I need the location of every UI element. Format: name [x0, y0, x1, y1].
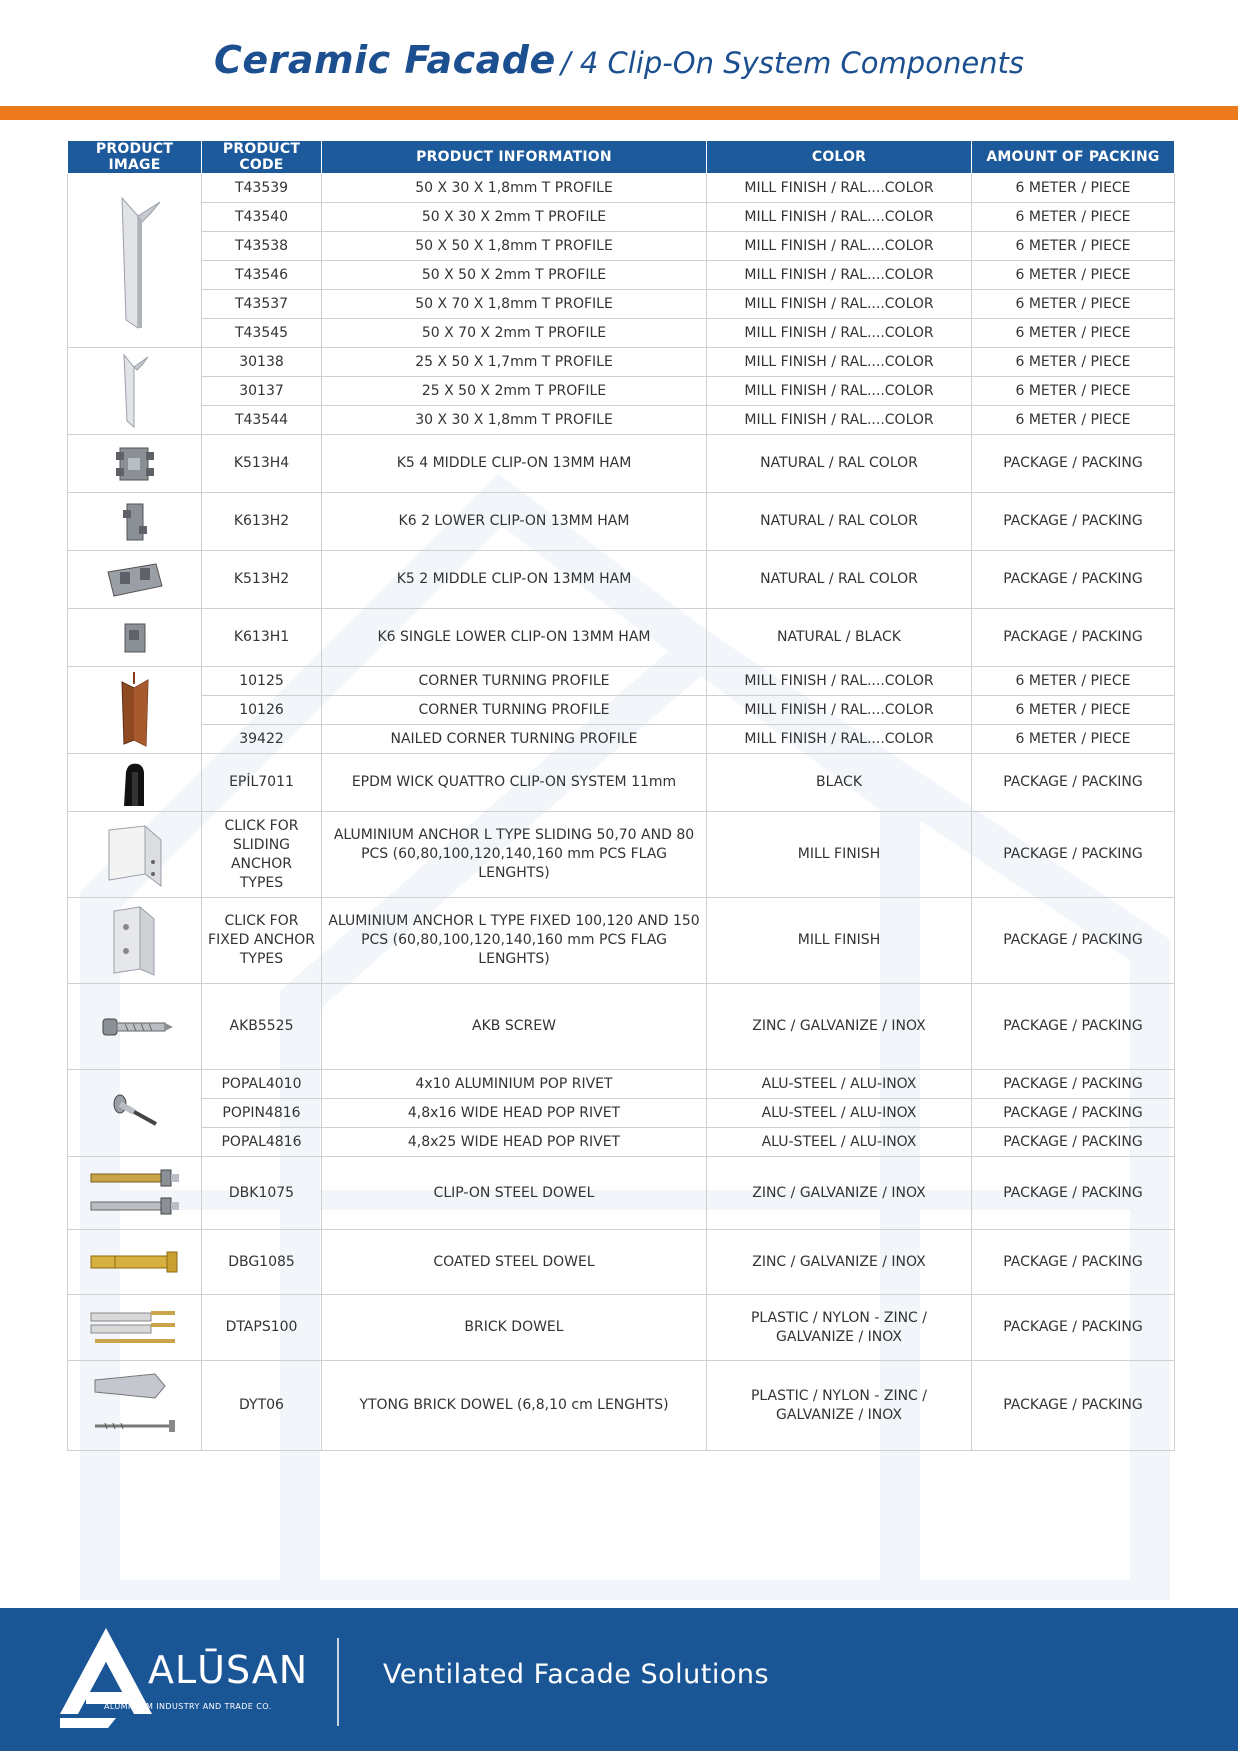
- col-header-info: PRODUCT INFORMATION: [322, 141, 707, 174]
- color-cell: ZINC / GALVANIZE / INOX: [707, 1157, 972, 1230]
- product-code-cell: AKB5525: [202, 984, 322, 1070]
- table-row: [68, 319, 1175, 348]
- t-profile-large-image: [68, 174, 202, 348]
- product-info-cell: 50 X 50 X 1,8mm T PROFILE: [322, 232, 707, 261]
- color-cell: MILL FINISH / RAL....COLOR: [707, 348, 972, 377]
- table-row: [68, 1070, 1175, 1099]
- table-row: [68, 290, 1175, 319]
- table-row: [68, 551, 1175, 609]
- product-code-cell: DTAPS100: [202, 1295, 322, 1361]
- product-info-cell: NAILED CORNER TURNING PROFILE: [322, 725, 707, 754]
- clip-middle-4-image: [68, 435, 202, 493]
- table-row: [68, 754, 1175, 812]
- color-cell: NATURAL / RAL COLOR: [707, 435, 972, 493]
- product-info-cell: CLIP-ON STEEL DOWEL: [322, 1157, 707, 1230]
- packing-cell: 6 METER / PIECE: [972, 725, 1175, 754]
- table-row: [68, 435, 1175, 493]
- product-code-cell: 10126: [202, 696, 322, 725]
- packing-cell: PACKAGE / PACKING: [972, 609, 1175, 667]
- product-info-cell: BRICK DOWEL: [322, 1295, 707, 1361]
- corner-profile-image: [68, 667, 202, 754]
- color-cell: MILL FINISH / RAL....COLOR: [707, 319, 972, 348]
- product-info-cell: K5 2 MIDDLE CLIP-ON 13MM HAM: [322, 551, 707, 609]
- orange-accent-bar: [0, 106, 1238, 120]
- packing-cell: PACKAGE / PACKING: [972, 1157, 1175, 1230]
- product-code-cell: DBK1075: [202, 1157, 322, 1230]
- packing-cell: PACKAGE / PACKING: [972, 493, 1175, 551]
- color-cell: MILL FINISH / RAL....COLOR: [707, 667, 972, 696]
- table-row: [68, 1128, 1175, 1157]
- col-header-color: COLOR: [707, 141, 972, 174]
- title-subtitle: / 4 Clip-On System Components: [560, 46, 1025, 80]
- alusan-logo-icon: [56, 1622, 156, 1732]
- fixed-anchor-image: [68, 898, 202, 984]
- steel-dowel-image: [68, 1157, 202, 1230]
- product-info-cell: YTONG BRICK DOWEL (6,8,10 cm LENGHTS): [322, 1361, 707, 1451]
- footer-tagline: Ventilated Facade Solutions: [383, 1659, 770, 1690]
- t-profile-small-image: [68, 348, 202, 435]
- color-cell: MILL FINISH / RAL....COLOR: [707, 203, 972, 232]
- product-info-cell: COATED STEEL DOWEL: [322, 1230, 707, 1295]
- product-code-cell: 10125: [202, 667, 322, 696]
- col-header-image: PRODUCT IMAGE: [68, 141, 202, 174]
- packing-cell: 6 METER / PIECE: [972, 203, 1175, 232]
- page-title: [0, 38, 1238, 82]
- packing-cell: 6 METER / PIECE: [972, 174, 1175, 203]
- product-info-cell: AKB SCREW: [322, 984, 707, 1070]
- color-cell: PLASTIC / NYLON - ZINC / GALVANIZE / INOX: [707, 1361, 972, 1451]
- packing-cell: 6 METER / PIECE: [972, 290, 1175, 319]
- table-row: [68, 232, 1175, 261]
- product-code-cell: T43544: [202, 406, 322, 435]
- packing-cell: PACKAGE / PACKING: [972, 1230, 1175, 1295]
- table-row: [68, 667, 1175, 696]
- table-row: [68, 898, 1175, 984]
- table-row: [68, 1099, 1175, 1128]
- packing-cell: PACKAGE / PACKING: [972, 1128, 1175, 1157]
- footer-divider: [337, 1638, 339, 1726]
- title-main: Ceramic Facade: [213, 38, 556, 82]
- color-cell: NATURAL / RAL COLOR: [707, 551, 972, 609]
- product-code-cell: T43545: [202, 319, 322, 348]
- product-code-cell: T43538: [202, 232, 322, 261]
- product-code-cell: 39422: [202, 725, 322, 754]
- color-cell: MILL FINISH: [707, 812, 972, 898]
- color-cell: ALU-STEEL / ALU-INOX: [707, 1070, 972, 1099]
- ytong-dowel-image: [68, 1361, 202, 1451]
- packing-cell: PACKAGE / PACKING: [972, 435, 1175, 493]
- table-row: [68, 406, 1175, 435]
- product-code-cell: POPAL4816: [202, 1128, 322, 1157]
- product-code-cell: 30137: [202, 377, 322, 406]
- product-code-cell: T43539: [202, 174, 322, 203]
- product-info-cell: 4x10 ALUMINIUM POP RIVET: [322, 1070, 707, 1099]
- packing-cell: PACKAGE / PACKING: [972, 1070, 1175, 1099]
- packing-cell: 6 METER / PIECE: [972, 667, 1175, 696]
- color-cell: ZINC / GALVANIZE / INOX: [707, 984, 972, 1070]
- product-info-cell: CORNER TURNING PROFILE: [322, 667, 707, 696]
- product-info-cell: 50 X 70 X 1,8mm T PROFILE: [322, 290, 707, 319]
- table-row: [68, 812, 1175, 898]
- product-code-cell: K513H4: [202, 435, 322, 493]
- epdm-wick-image: [68, 754, 202, 812]
- pop-rivet-image: [68, 1070, 202, 1157]
- packing-cell: 6 METER / PIECE: [972, 406, 1175, 435]
- color-cell: NATURAL / BLACK: [707, 609, 972, 667]
- product-info-cell: EPDM WICK QUATTRO CLIP-ON SYSTEM 11mm: [322, 754, 707, 812]
- product-code-cell: T43540: [202, 203, 322, 232]
- packing-cell: PACKAGE / PACKING: [972, 984, 1175, 1070]
- table-row: [68, 203, 1175, 232]
- table-row: [68, 261, 1175, 290]
- table-row: [68, 696, 1175, 725]
- table-row: [68, 493, 1175, 551]
- color-cell: MILL FINISH / RAL....COLOR: [707, 290, 972, 319]
- packing-cell: PACKAGE / PACKING: [972, 812, 1175, 898]
- product-info-cell: 4,8x16 WIDE HEAD POP RIVET: [322, 1099, 707, 1128]
- product-info-cell: 25 X 50 X 1,7mm T PROFILE: [322, 348, 707, 377]
- product-code-cell: POPAL4010: [202, 1070, 322, 1099]
- packing-cell: 6 METER / PIECE: [972, 232, 1175, 261]
- color-cell: MILL FINISH: [707, 898, 972, 984]
- table-row: [68, 1157, 1175, 1230]
- table-row: [68, 1295, 1175, 1361]
- table-row: [68, 348, 1175, 377]
- product-info-cell: 4,8x25 WIDE HEAD POP RIVET: [322, 1128, 707, 1157]
- product-code-cell: K613H1: [202, 609, 322, 667]
- screw-image: [68, 984, 202, 1070]
- color-cell: MILL FINISH / RAL....COLOR: [707, 725, 972, 754]
- color-cell: BLACK: [707, 754, 972, 812]
- product-info-cell: 50 X 30 X 2mm T PROFILE: [322, 203, 707, 232]
- color-cell: MILL FINISH / RAL....COLOR: [707, 174, 972, 203]
- product-info-cell: 50 X 70 X 2mm T PROFILE: [322, 319, 707, 348]
- packing-cell: 6 METER / PIECE: [972, 348, 1175, 377]
- packing-cell: 6 METER / PIECE: [972, 319, 1175, 348]
- color-cell: ALU-STEEL / ALU-INOX: [707, 1128, 972, 1157]
- product-info-cell: 50 X 50 X 2mm T PROFILE: [322, 261, 707, 290]
- color-cell: PLASTIC / NYLON - ZINC / GALVANIZE / INOX: [707, 1295, 972, 1361]
- brand-subtitle: ALUMINIUM INDUSTRY AND TRADE CO.: [104, 1702, 272, 1711]
- color-cell: ALU-STEEL / ALU-INOX: [707, 1099, 972, 1128]
- product-info-cell: ALUMINIUM ANCHOR L TYPE SLIDING 50,70 AND 80 PCS (60,80,100,120,140,160 mm PCS FLAG LENGHTS): [322, 812, 707, 898]
- anchor-types-link[interactable]: CLICK FOR SLIDING ANCHOR TYPES: [202, 812, 322, 898]
- product-info-cell: CORNER TURNING PROFILE: [322, 696, 707, 725]
- product-code-cell: 30138: [202, 348, 322, 377]
- product-info-cell: 50 X 30 X 1,8mm T PROFILE: [322, 174, 707, 203]
- packing-cell: 6 METER / PIECE: [972, 377, 1175, 406]
- table-row: [68, 609, 1175, 667]
- product-info-cell: 30 X 30 X 1,8mm T PROFILE: [322, 406, 707, 435]
- product-code-cell: DYT06: [202, 1361, 322, 1451]
- footer: [0, 1608, 1238, 1751]
- packing-cell: 6 METER / PIECE: [972, 261, 1175, 290]
- color-cell: MILL FINISH / RAL....COLOR: [707, 406, 972, 435]
- table-row: [68, 1230, 1175, 1295]
- product-code-cell: EPİL7011: [202, 754, 322, 812]
- packing-cell: PACKAGE / PACKING: [972, 898, 1175, 984]
- color-cell: MILL FINISH / RAL....COLOR: [707, 261, 972, 290]
- clip-lower-2-image: [68, 493, 202, 551]
- clip-single-lower-image: [68, 609, 202, 667]
- product-code-cell: T43546: [202, 261, 322, 290]
- packing-cell: PACKAGE / PACKING: [972, 1295, 1175, 1361]
- product-code-cell: K613H2: [202, 493, 322, 551]
- table-row: [68, 1361, 1175, 1451]
- packing-cell: PACKAGE / PACKING: [972, 1099, 1175, 1128]
- product-info-cell: 25 X 50 X 2mm T PROFILE: [322, 377, 707, 406]
- color-cell: MILL FINISH / RAL....COLOR: [707, 232, 972, 261]
- table-row: [68, 984, 1175, 1070]
- color-cell: MILL FINISH / RAL....COLOR: [707, 696, 972, 725]
- color-cell: NATURAL / RAL COLOR: [707, 493, 972, 551]
- product-info-cell: ALUMINIUM ANCHOR L TYPE FIXED 100,120 AND 150 PCS (60,80,100,120,140,160 mm PCS FLAG LENGHTS): [322, 898, 707, 984]
- product-table: [67, 140, 1175, 1451]
- brick-dowel-image: [68, 1295, 202, 1361]
- anchor-types-link[interactable]: CLICK FOR FIXED ANCHOR TYPES: [202, 898, 322, 984]
- col-header-packing: AMOUNT OF PACKING: [972, 141, 1175, 174]
- color-cell: ZINC / GALVANIZE / INOX: [707, 1230, 972, 1295]
- table-row: [68, 377, 1175, 406]
- product-info-cell: K5 4 MIDDLE CLIP-ON 13MM HAM: [322, 435, 707, 493]
- clip-middle-2-image: [68, 551, 202, 609]
- table-header-row: [68, 141, 1175, 174]
- product-code-cell: K513H2: [202, 551, 322, 609]
- product-info-cell: K6 2 LOWER CLIP-ON 13MM HAM: [322, 493, 707, 551]
- packing-cell: PACKAGE / PACKING: [972, 551, 1175, 609]
- table-row: [68, 725, 1175, 754]
- packing-cell: PACKAGE / PACKING: [972, 1361, 1175, 1451]
- col-header-code: PRODUCT CODE: [202, 141, 322, 174]
- color-cell: MILL FINISH / RAL....COLOR: [707, 377, 972, 406]
- product-code-cell: DBG1085: [202, 1230, 322, 1295]
- table-row: [68, 174, 1175, 203]
- product-info-cell: K6 SINGLE LOWER CLIP-ON 13MM HAM: [322, 609, 707, 667]
- sliding-anchor-image: [68, 812, 202, 898]
- product-code-cell: POPIN4816: [202, 1099, 322, 1128]
- product-code-cell: T43537: [202, 290, 322, 319]
- packing-cell: 6 METER / PIECE: [972, 696, 1175, 725]
- brand-name: ALŪSAN: [148, 1648, 309, 1692]
- coated-dowel-image: [68, 1230, 202, 1295]
- packing-cell: PACKAGE / PACKING: [972, 754, 1175, 812]
